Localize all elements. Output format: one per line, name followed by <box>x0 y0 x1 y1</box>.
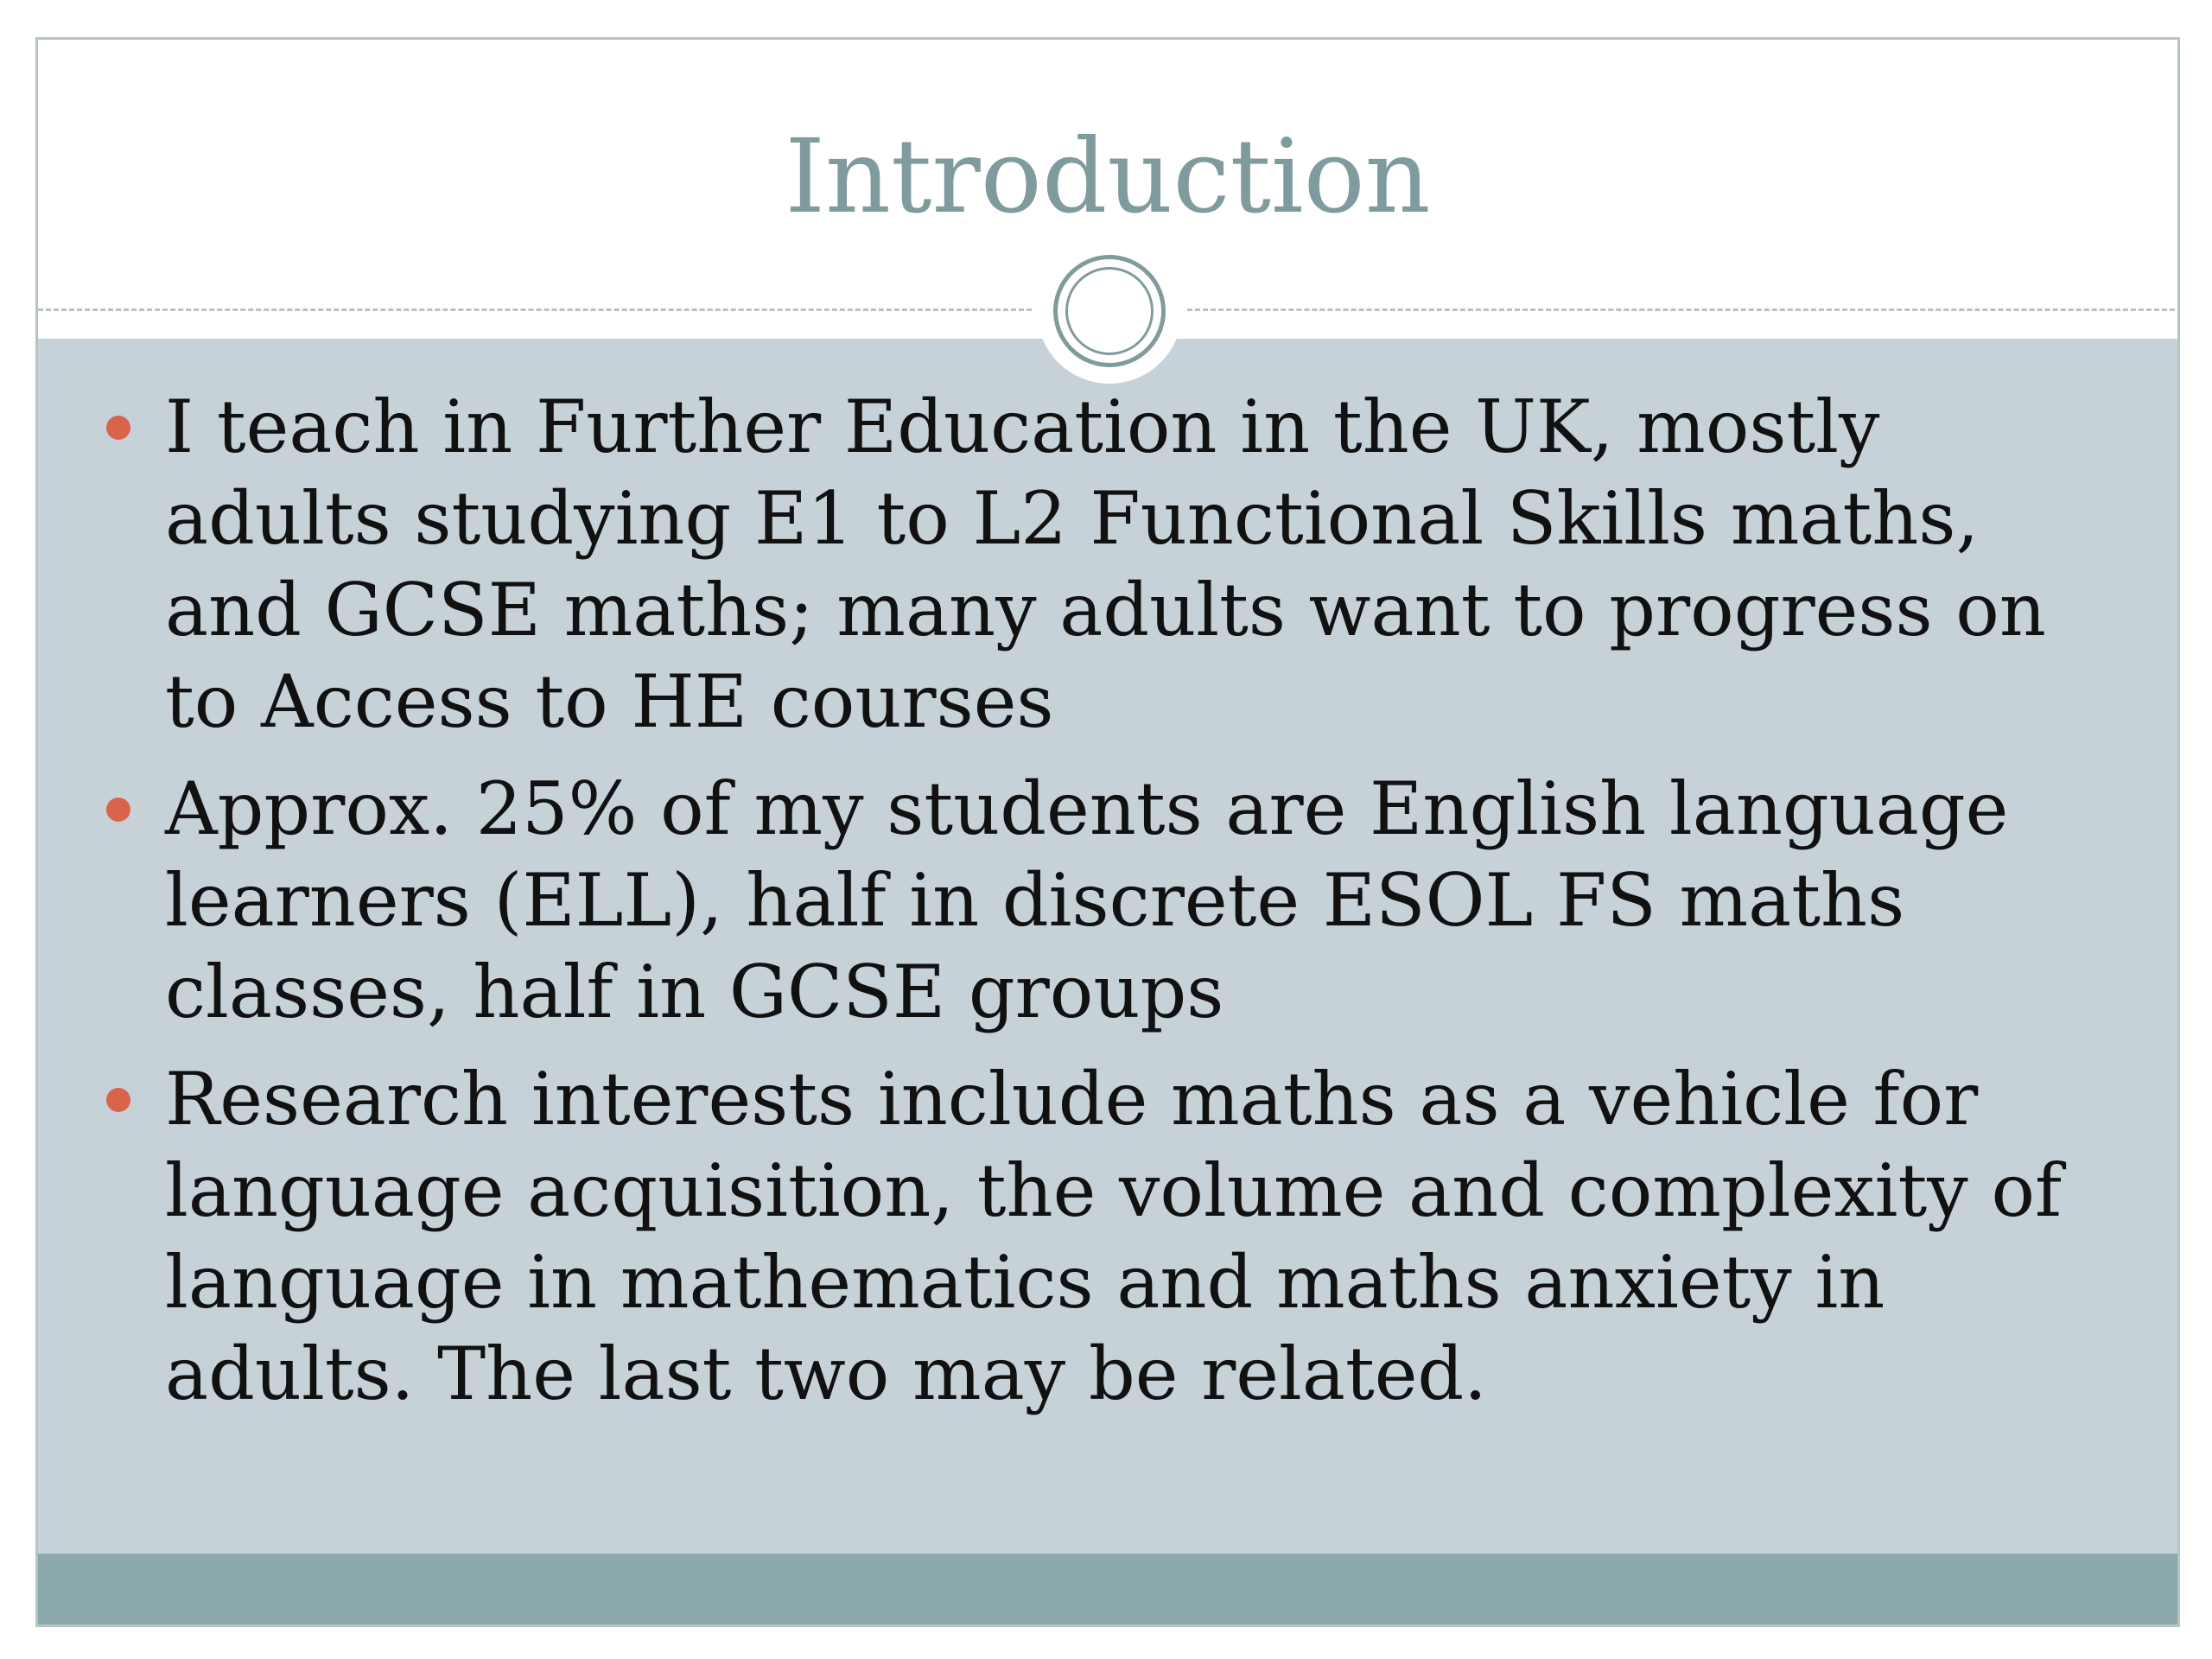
bullet-text: I teach in Further Education in the UK, mostly adults studying E1 to L2 Functional Skills maths, and GCSE maths; many adults want to progress on to Access to HE courses <box>165 385 2046 744</box>
bullet-dot-icon <box>106 798 130 822</box>
circle-ornament-icon <box>1053 255 1166 367</box>
footer-bar <box>38 1554 2177 1627</box>
bullet-text: Approx. 25% of my students are English language learners (ELL), half in discrete ESOL FS maths classes, half in GCSE groups <box>165 766 2009 1034</box>
bullet-item <box>38 381 2177 747</box>
title-divider-left <box>38 308 1032 311</box>
title-divider-right <box>1187 308 2180 311</box>
slide <box>35 37 2180 1627</box>
bullet-dot-icon <box>106 416 130 440</box>
bullet-list <box>38 381 2177 1435</box>
bullet-item <box>38 763 2177 1038</box>
bullet-dot-icon <box>106 1088 130 1112</box>
circle-ornament-inner <box>1065 267 1154 355</box>
bullet-text: Research interests include maths as a vehicle for language acquisition, the volume and complexity of language in mathematics and maths anxiety in adults. The last two may be related. <box>165 1057 2063 1416</box>
bullet-item <box>38 1053 2177 1420</box>
slide-title: Introduction <box>785 117 1431 236</box>
